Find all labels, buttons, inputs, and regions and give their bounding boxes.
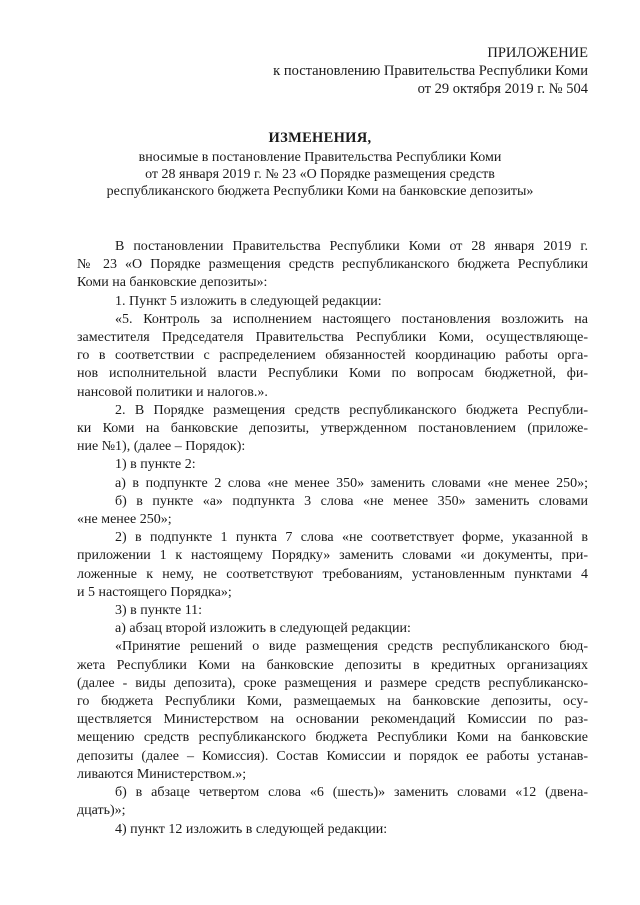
body-line: го бюджета Республики Коми, размещаемых на банковские депозиты, осу- xyxy=(77,694,588,710)
body-line: 2. В Порядке размещения средств республиканского бюджета Республи- xyxy=(115,402,588,418)
body-line: а) абзац второй изложить в следующей редакции: xyxy=(115,621,411,637)
body-line: ки Коми на банковские депозиты, утвержденном постановлением (приложе- xyxy=(77,421,588,437)
appendix-title: ПРИЛОЖЕНИЕ xyxy=(487,45,588,61)
appendix-line-2: от 29 октября 2019 г. № 504 xyxy=(417,81,588,97)
document-heading xyxy=(0,130,640,200)
body-line: жета Республики Коми на банковские депозиты в кредитных организациях xyxy=(77,657,588,673)
heading-title: ИЗМЕНЕНИЯ, xyxy=(268,130,372,146)
document-body xyxy=(77,238,588,839)
body-line: 4) пункт 12 изложить в следующей редакции: xyxy=(115,821,388,837)
body-line: «Принятие решений о виде размещения средств республиканского бюд- xyxy=(115,639,588,655)
body-line: нансовой политики и налогов.». xyxy=(77,384,268,400)
body-line: го в соответствии с распределением обязанностей координацию работы орга- xyxy=(77,348,588,364)
body-line: нов исполнительной власти Республики Коми по вопросам бюджетной, фи- xyxy=(77,366,588,382)
body-line: Коми на банковские депозиты»: xyxy=(77,275,268,291)
body-line: и 5 настоящего Порядка»; xyxy=(77,584,232,600)
body-line: а) в подпункте 2 слова «не менее 350» заменить словами «не менее 250»; xyxy=(115,475,588,491)
body-line: мещению средств республиканского бюджета Республики Коми на банковские xyxy=(77,730,588,746)
body-line: 3) в пункте 11: xyxy=(115,603,203,619)
body-line: «не менее 250»; xyxy=(77,512,172,528)
heading-line-3: республиканского бюджета Республики Коми на банковские депозиты» xyxy=(106,184,534,199)
body-line: В постановлении Правительства Республики Коми от 28 января 2019 г. xyxy=(115,239,588,254)
body-line: (далее - виды депозита), сроке размещения и размере средств республиканско- xyxy=(77,675,588,691)
body-line: ливаются Министерством.»; xyxy=(77,766,247,782)
appendix-block xyxy=(273,44,588,98)
body-line: ложенные к нему, не соответствуют требованиям, установленным пунктами 4 xyxy=(77,566,588,582)
body-line: депозиты (далее – Комиссия). Состав Комиссии и порядок ее работы устанав- xyxy=(77,748,588,764)
body-line: ществляется Министерством на основании рекомендаций Комиссии по раз- xyxy=(77,712,588,728)
body-line: дцать)»; xyxy=(77,803,126,819)
body-line: заместителя Председателя Правительства Республики Коми, осуществляюще- xyxy=(77,330,588,346)
body-line: б) в пункте «а» подпункта 3 слова «не менее 350» заменить словами xyxy=(115,493,588,509)
body-line: 1) в пункте 2: xyxy=(115,457,196,473)
heading-line-1: вносимые в постановление Правительства Республики Коми xyxy=(138,150,502,165)
heading-line-2: от 28 января 2019 г. № 23 «О Порядке размещения средств xyxy=(145,167,495,182)
body-line: б) в абзаце четвертом слова «6 (шесть)» заменить словами «12 (двена- xyxy=(115,785,588,801)
body-line: «5. Контроль за исполнением настоящего постановления возложить на xyxy=(115,311,588,327)
body-line: 2) в подпункте 1 пункта 7 слова «не соответствует форме, указанной в xyxy=(115,530,588,546)
body-line: № 23 «О Порядке размещения средств республиканского бюджета Республики xyxy=(77,257,588,273)
body-line: ние №1), (далее – Порядок): xyxy=(77,439,246,455)
appendix-line-1: к постановлению Правительства Республики Коми xyxy=(273,63,588,79)
body-line: 1. Пункт 5 изложить в следующей редакции: xyxy=(115,293,382,309)
body-line: приложении 1 к настоящему Порядку» заменить словами «и документы, при- xyxy=(77,548,588,564)
